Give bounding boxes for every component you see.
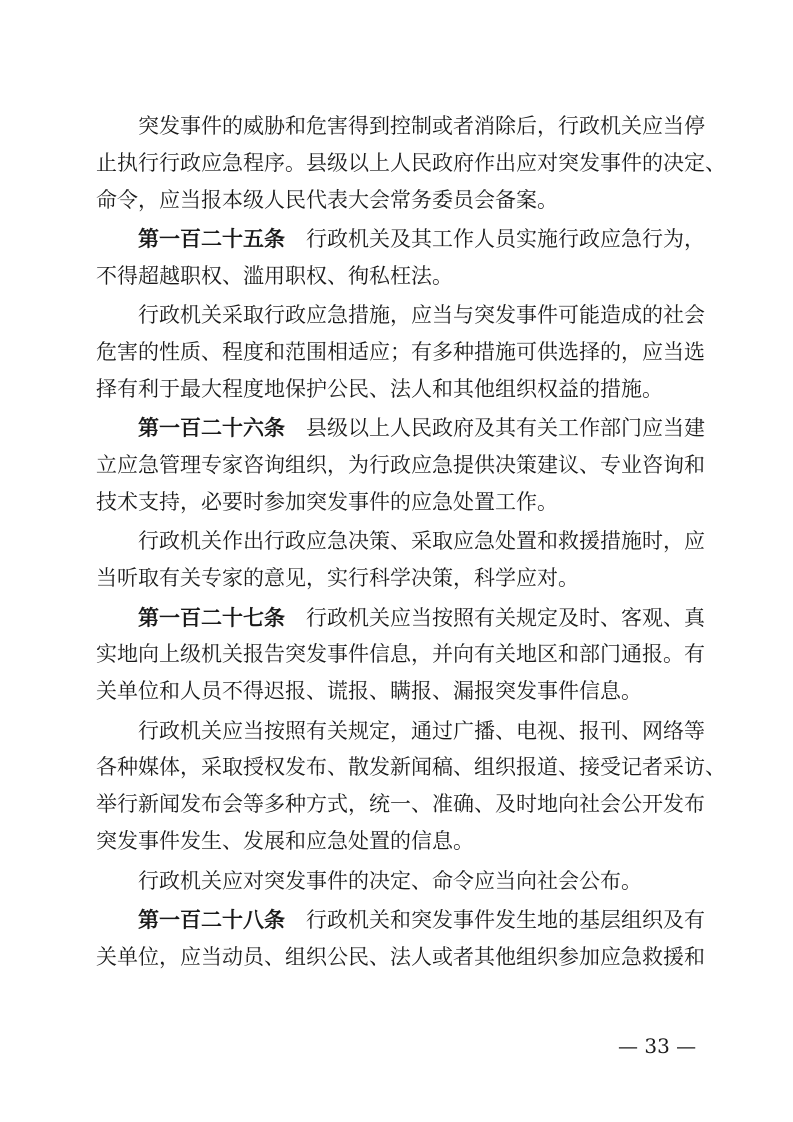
text-line: 技术支持，必要时参加突发事件的应急处置工作。 [96, 490, 558, 515]
paragraph [96, 713, 726, 861]
article-paragraph [96, 410, 705, 521]
text-line: 行政机关作出行政应急决策、采取应急处置和救援措施时，应 [138, 529, 705, 554]
document-page [96, 108, 726, 976]
text-line: 止执行行政应急程序。县级以上人民政府作出应对突发事件的决定、 [96, 150, 726, 175]
paragraph [96, 108, 726, 219]
text-line: 择有利于最大程度地保护公民、法人和其他组织权益的措施。 [96, 377, 663, 402]
text-line: 实地向上级机关报告突发事件信息，并向有关地区和部门通报。有 [96, 642, 705, 667]
text-line [96, 902, 705, 939]
article-text: 行政机关应当按照有关规定及时、客观、真 [306, 605, 705, 630]
text-line: 不得超越职权、滥用职权、徇私枉法。 [96, 263, 453, 288]
article-text: 县级以上人民政府及其有关工作部门应当建 [306, 416, 705, 441]
text-line: 关单位，应当动员、组织公民、法人或者其他组织参加应急救援和 [96, 944, 705, 969]
text-line: 突发事件的威胁和危害得到控制或者消除后，行政机关应当停 [138, 114, 705, 138]
text-line: 危害的性质、程度和范围相适应；有多种措施可供选择的，应当选 [96, 340, 705, 365]
text-line: 当听取有关专家的意见，实行科学决策，科学应对。 [96, 566, 579, 591]
paragraph [96, 297, 705, 408]
text-line: 各种媒体，采取授权发布、散发新闻稿、组织报道、接受记者采访、 [96, 755, 726, 780]
article-number: 第一百二十五条 [138, 227, 285, 252]
text-line: 立应急管理专家咨询组织，为行政应急提供决策建议、专业咨询和 [96, 453, 705, 478]
text-line: 行政机关采取行政应急措施，应当与突发事件可能造成的社会 [138, 303, 705, 328]
text-line [96, 410, 705, 447]
text-line: 举行新闻发布会等多种方式，统一、准确、及时地向社会公开发布 [96, 792, 705, 817]
text-line: 突发事件发生、发展和应急处置的信息。 [96, 829, 474, 854]
text-line: 行政机关应当按照有关规定，通过广播、电视、报刊、网络等 [138, 718, 705, 743]
text-line: 命令，应当报本级人民代表大会常务委员会备案。 [96, 187, 558, 212]
article-number: 第一百二十八条 [138, 907, 285, 932]
text-line [96, 221, 705, 258]
paragraph [96, 863, 701, 900]
article-number: 第一百二十六条 [138, 416, 285, 441]
article-paragraph [96, 600, 705, 711]
page-number: — 33 — [618, 1034, 697, 1058]
text-line: 行政机关应对突发事件的决定、命令应当向社会公布。 [138, 868, 642, 893]
article-text: 行政机关及其工作人员实施行政应急行为， [306, 227, 705, 252]
article-paragraph [96, 902, 705, 976]
text-line: 关单位和人员不得迟报、谎报、瞒报、漏报突发事件信息。 [96, 679, 642, 704]
article-paragraph [96, 221, 705, 295]
article-text: 行政机关和突发事件发生地的基层组织及有 [306, 907, 705, 932]
text-line [96, 600, 705, 637]
article-number: 第一百二十七条 [138, 605, 285, 630]
paragraph [96, 523, 705, 597]
